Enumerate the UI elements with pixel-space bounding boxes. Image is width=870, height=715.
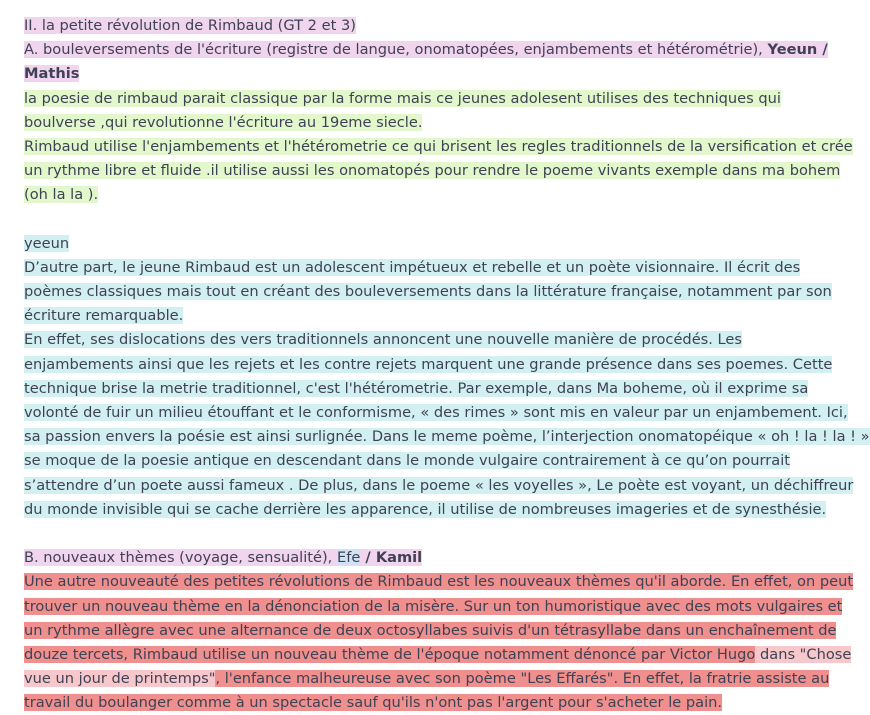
paragraph-line: sa passion envers la poésie est ainsi surlignée. Dans le meme poème, l’interjection onomatopéique « oh ! la ! la ! »	[24, 428, 870, 446]
paragraph-line: douze tercets, Rimbaud utilise un nouveau thème de l'époque notamment dénoncé par Victor Hugo dans "Chose	[24, 645, 852, 663]
paragraph-line: écriture remarquable.	[24, 307, 184, 325]
paragraph-line: poèmes classiques mais tout en créant des bouleversements dans la littérature française, notamment par son	[24, 283, 832, 301]
part-a-heading-text: A. bouleversements de l'écriture (registre de langue, onomatopées, enjambements et hétérométrie),	[24, 41, 768, 59]
paragraph-line: technique brise la metrie traditionnel, c'est l'hétérometrie. Par exemple, dans Ma boheme, où il exprime sa	[24, 379, 809, 397]
paragraph-line: boulverse ,qui revolutionne l'écriture au 19eme siecle.	[24, 113, 423, 131]
paragraph-line: enjambements ainsi que les rejets et les contre rejets marquent une grande présence dans ses poemes. Cette	[24, 355, 833, 373]
part-a-heading-cont: Mathis	[24, 65, 80, 83]
paragraph-line: trouver un nouveau thème en la dénonciation de la misère. Sur un ton humoristique avec des mots vulgaires et	[24, 597, 843, 615]
paragraph-line: vue un jour de printemps", l'enfance malheureuse avec son poème "Les Effarés". En effet, la fratrie assiste au	[24, 670, 830, 688]
paragraph-line: Une autre nouveauté des petites révolutions de Rimbaud est les nouveaux thèmes qu'il aborde. En effet, on peut	[24, 573, 854, 591]
paragraph-line: Rimbaud utilise l'enjambements et l'hétérometrie ce qui brisent les regles traditionnels de la versification et crée	[24, 137, 853, 155]
blank-line	[24, 208, 816, 232]
paragraph-line: un rythme libre et fluide .il utilise aussi les onomatopés pour rendre le poeme vivants exemple dans ma bohem	[24, 162, 841, 180]
author-efe: Efe	[336, 549, 361, 567]
author-kamil: Kamil	[375, 549, 423, 567]
paragraph-line: En effet, ses dislocations des vers traditionnels annoncent une nouvelle manière de procédés. Les	[24, 331, 743, 349]
author-name: yeeun	[24, 234, 70, 252]
blank-line	[24, 522, 816, 546]
part-a-authors: Yeeun /	[767, 41, 828, 59]
paragraph-line: travail du boulanger comme à un spectacle sauf qu'ils n'ont pas l'argent pour s'acheter le pain.	[24, 694, 723, 712]
document-body	[24, 14, 870, 715]
paragraph-line: se moque de la poesie antique en descendant dans le monde vulgaire contrairement à ce qu’on pourrait	[24, 452, 790, 470]
paragraph-line: la poesie de rimbaud parait classique par la forme mais ce jeunes adolesent utilises des techniques qui	[24, 89, 781, 107]
part-a-heading	[24, 38, 828, 62]
paragraph-line: D’autre part, le jeune Rimbaud est un adolescent impétueux et rebelle et un poète visionnaire. Il écrit des	[24, 258, 801, 276]
section-title: II. la petite révolution de Rimbaud (GT 2 et 3)	[24, 17, 356, 34]
paragraph-line: volonté de fuir un milieu étouffant et le conformisme, « des rimes » sont mis en valeur par un enjambement. Ici,	[24, 404, 848, 421]
paragraph-line: (oh la la ).	[24, 186, 99, 204]
paragraph-line: un rythme allègre avec une alternance de deux octosyllabes suivis d'un tétrasyllabe dans un enchaînement de	[24, 621, 837, 639]
paragraph-line: du monde invisible qui se cache derrière les apparence, il utilise de nombreuses imageries et de synesthésie.	[24, 500, 827, 518]
paragraph-line: s’attendre d’un poete aussi fameux . De plus, dans le poeme « les voyelles », Le poète est voyant, un déchiffreur	[24, 476, 854, 494]
part-b-heading: B. nouveaux thèmes (voyage, sensualité), Efe / Kamil	[24, 549, 423, 567]
